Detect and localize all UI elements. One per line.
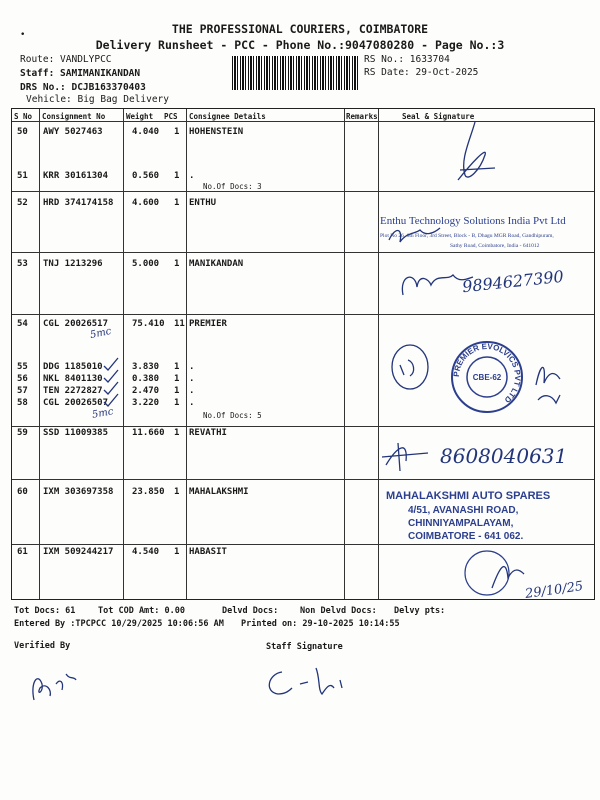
row-consignee: .: [189, 374, 195, 384]
col-pcs: PCS: [164, 112, 178, 121]
row-consignment: KRR 30161304: [43, 171, 109, 181]
row-pcs: 1: [174, 127, 180, 137]
company-stamp-address: Plot No 26, 6th Floor, 3rd Street, Block - B, Dhagu MGR Road, Gandhipuram,: [380, 233, 554, 239]
row-sno: 61: [17, 547, 28, 557]
row-weight: 4.600: [132, 198, 160, 208]
row-pcs: 1: [174, 547, 180, 557]
staff: Staff: SAMIMANIKANDAN: [20, 68, 141, 79]
row-consignee: .: [189, 171, 195, 181]
row-consignee: .: [189, 386, 195, 396]
row-pcs: 1: [174, 198, 180, 208]
row-consignee: MANIKANDAN: [189, 259, 244, 269]
verifier-signature: [24, 662, 84, 707]
company-stamp-address: COIMBATORE - 641 062.: [408, 531, 524, 542]
col-seal-signature: Seal & Signature: [402, 112, 475, 121]
row-consignee: .: [189, 398, 195, 408]
row-weight: 11.660: [132, 428, 165, 438]
row-sno: 57: [17, 386, 28, 396]
entered-by: Entered By :TPCPCC 10/29/2025 10:06:56 AM: [14, 619, 224, 629]
delivery-points: Delvy pts:: [394, 606, 446, 616]
rs-date: RS Date: 29-Oct-2025: [364, 67, 479, 78]
checkmark-icon: [100, 356, 130, 416]
row-weight: 75.410: [132, 319, 165, 329]
row-weight: 3.220: [132, 398, 160, 408]
col-consignee: Consignee Details: [189, 112, 266, 121]
handwritten-note: 5mc: [91, 406, 115, 421]
printed-on: Printed on: 29-10-2025 10:14:55: [241, 619, 400, 629]
dot-mark: •: [20, 30, 26, 40]
row-sno: 51: [17, 171, 28, 181]
row-consignee: .: [189, 362, 195, 372]
signature-row52: [385, 222, 455, 252]
col-remarks: Remarks: [346, 112, 378, 121]
barcode: [232, 56, 358, 90]
handwritten-note: 5mc: [89, 325, 113, 342]
handwritten-phone: 9894627390: [461, 266, 565, 297]
drs-number: DRS No.: DCJB163370403: [20, 82, 146, 93]
row-pcs: 11: [174, 319, 185, 329]
row-weight: 0.560: [132, 171, 160, 181]
row-sno: 58: [17, 398, 28, 408]
row-weight: 3.830: [132, 362, 160, 372]
verified-by-label: Verified By: [14, 641, 71, 651]
row-consignment: SSD 11009385: [43, 428, 109, 438]
docs-count-note: No.Of Docs: 3: [203, 182, 262, 191]
total-cod: Tot COD Amt: 0.00: [98, 606, 185, 616]
company-stamp-address: CHINNIYAMPALAYAM,: [408, 518, 514, 529]
rs-number: RS No.: 1633704: [364, 54, 450, 65]
col-consignment: Consignment No: [42, 112, 106, 121]
row-consignment: HRD 374174158: [43, 198, 114, 208]
row-consignee: REVATHI: [189, 428, 227, 438]
row-pcs: 1: [174, 487, 180, 497]
row-pcs: 1: [174, 259, 180, 269]
row-consignment: CGL 20026507: [43, 398, 109, 408]
row-consignment: IXM 509244217: [43, 547, 114, 557]
row-weight: 4.040: [132, 127, 160, 137]
row-sno: 55: [17, 362, 28, 372]
company-stamp-address: Sathy Road, Coimbatore, India - 641012: [450, 243, 540, 249]
company-stamp-name: Enthu Technology Solutions India Pvt Ltd: [380, 215, 566, 227]
non-delivered-docs: Non Delvd Docs:: [300, 606, 377, 616]
row-consignment: CGL 20026517: [43, 319, 109, 329]
row-pcs: 1: [174, 171, 180, 181]
handwritten-date: 29/10/25: [524, 579, 585, 602]
staff-signature-label: Staff Signature: [266, 642, 343, 652]
handwritten-phone: 8608040631: [440, 444, 568, 468]
row-consignment: TEN 2272827: [43, 386, 103, 396]
row-sno: 56: [17, 374, 28, 384]
row-sno: 50: [17, 127, 28, 137]
staff-signature: [260, 660, 360, 705]
seal-ring-text: PREMIER EVOLVICS PVT LTD: [451, 341, 523, 405]
row-pcs: 1: [174, 386, 180, 396]
row-sno: 54: [17, 319, 28, 329]
docs-count-note: No.Of Docs: 5: [203, 411, 262, 420]
total-docs: Tot Docs: 61: [14, 606, 76, 616]
seal-center-text: CBE-62: [472, 373, 502, 382]
row-pcs: 1: [174, 374, 180, 384]
row-weight: 5.000: [132, 259, 160, 269]
row-weight: 23.850: [132, 487, 165, 497]
row-consignee: HOHENSTEIN: [189, 127, 244, 137]
row-sno: 52: [17, 198, 28, 208]
row-consignee: MAHALAKSHMI: [189, 487, 249, 497]
delivered-docs: Delvd Docs:: [222, 606, 279, 616]
row-consignee: HABASIT: [189, 547, 227, 557]
row-consignment: DDG 1185010: [43, 362, 103, 372]
company-stamp-address: 4/51, AVANASHI ROAD,: [408, 505, 519, 516]
runsheet-subtitle: Delivery Runsheet - PCC - Phone No.:9047080280 - Page No.:3: [95, 38, 505, 52]
row-weight: 2.470: [132, 386, 160, 396]
row-pcs: 1: [174, 428, 180, 438]
signature-row54-circle: [388, 340, 436, 395]
row-sno: 59: [17, 428, 28, 438]
row-sno: 60: [17, 487, 28, 497]
row-sno: 53: [17, 259, 28, 269]
row-consignment: NKL 8401130: [43, 374, 103, 384]
col-weight: Weight: [126, 112, 154, 121]
signature-row50: [440, 120, 510, 190]
col-sno: S No: [14, 112, 33, 121]
vehicle: Vehicle: Big Bag Delivery: [26, 94, 169, 105]
row-consignee: PREMIER: [189, 319, 227, 329]
signature-row54: [530, 355, 570, 415]
row-weight: 0.380: [132, 374, 160, 384]
row-consignee: ENTHU: [189, 198, 217, 208]
row-weight: 4.540: [132, 547, 160, 557]
row-consignment: IXM 303697358: [43, 487, 114, 497]
company-round-seal: [448, 338, 526, 416]
row-consignment: AWY 5027463: [43, 127, 103, 137]
route: Route: VANDLYPCC: [20, 54, 112, 65]
signature-row59: [378, 435, 438, 475]
company-stamp-name: MAHALAKSHMI AUTO SPARES: [386, 490, 551, 502]
row-pcs: 1: [174, 362, 180, 372]
row-consignment: TNJ 1213296: [43, 259, 103, 269]
company-title: THE PROFESSIONAL COURIERS, COIMBATORE: [171, 22, 429, 36]
row-pcs: 1: [174, 398, 180, 408]
